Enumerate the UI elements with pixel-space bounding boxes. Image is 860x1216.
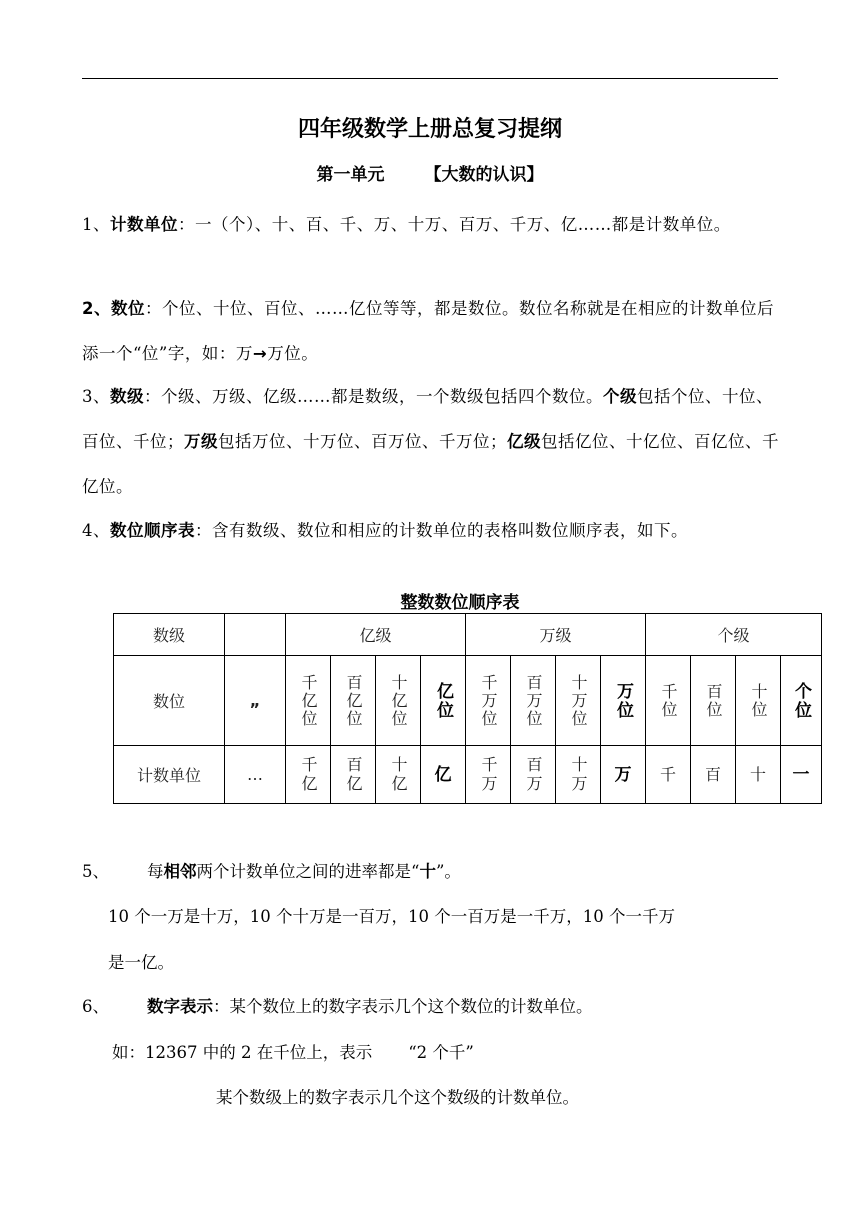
p3-wan-term: 万级 bbox=[184, 432, 218, 451]
place-value-table bbox=[113, 613, 822, 804]
row-head-place: 数位 bbox=[114, 656, 225, 746]
unit-cell bbox=[646, 746, 691, 804]
level-wan: 万级 bbox=[466, 614, 646, 656]
header-rule bbox=[82, 78, 778, 79]
document-title: 四年级数学上册总复习提纲 bbox=[297, 117, 562, 142]
row-head-unit: 计数单位 bbox=[114, 746, 225, 804]
place-cell bbox=[646, 656, 691, 746]
p3-ge-text: 包括个位、十位、百位、千位； bbox=[82, 387, 773, 451]
paragraph-5-line-3: 是一亿。 bbox=[108, 953, 174, 972]
place-label: 个位 bbox=[791, 681, 811, 720]
ellipsis-cell: … bbox=[225, 746, 286, 804]
place-cell bbox=[556, 656, 601, 746]
p3-term: 数级 bbox=[110, 387, 144, 406]
place-label: 亿位 bbox=[433, 681, 453, 720]
p5-number: 5、 bbox=[82, 862, 109, 881]
paragraph-6-line-3: 某个数级上的数字表示几个这个数级的计数单位。 bbox=[216, 1088, 579, 1107]
p3-wan-text: 包括万位、十万位、百万位、千万位； bbox=[218, 432, 507, 451]
place-label: 百位 bbox=[704, 682, 723, 719]
unit-label: 一 bbox=[792, 764, 810, 785]
place-cell bbox=[781, 656, 822, 746]
level-ge: 个级 bbox=[646, 614, 822, 656]
paragraph-5-line-1 bbox=[82, 858, 461, 882]
unit-cell bbox=[556, 746, 601, 804]
table-title: 整数数位顺序表 bbox=[400, 593, 520, 613]
unit-cell bbox=[691, 746, 736, 804]
place-label: 十万位 bbox=[569, 673, 588, 728]
unit-label: 亿 bbox=[434, 764, 452, 785]
unit-cell bbox=[736, 746, 781, 804]
unit-cell bbox=[421, 746, 466, 804]
p1-term: 计数单位 bbox=[110, 215, 178, 234]
p2-term: 数位 bbox=[110, 299, 145, 318]
paragraph-4 bbox=[82, 508, 782, 553]
unit-topic: 【大数的认识】 bbox=[424, 165, 544, 185]
unit-cell bbox=[376, 746, 421, 804]
empty-cell bbox=[225, 614, 286, 656]
p5-term2: 十 bbox=[419, 862, 436, 881]
p3-number: 3、 bbox=[82, 387, 110, 406]
place-cell bbox=[376, 656, 421, 746]
paragraph-2 bbox=[82, 286, 782, 376]
p6-term: 数字表示 bbox=[147, 997, 213, 1016]
place-label: 千亿位 bbox=[299, 673, 318, 728]
unit-label: 千 bbox=[659, 764, 676, 784]
p3-text: ：个级、万级、亿级……都是数级，一个数级包括四个数位。 bbox=[144, 387, 603, 406]
place-cell bbox=[691, 656, 736, 746]
place-label: 十位 bbox=[749, 682, 768, 719]
p4-text: ：含有数级、数位和相应的计数单位的表格叫数位顺序表，如下。 bbox=[195, 521, 688, 540]
paragraph-6-line-1 bbox=[82, 993, 593, 1017]
p6-example-value: “2 个千” bbox=[408, 1043, 474, 1062]
p5-post: ”。 bbox=[435, 862, 461, 881]
unit-label: 十亿 bbox=[389, 755, 408, 794]
level-yi: 亿级 bbox=[286, 614, 466, 656]
place-label: 千位 bbox=[659, 682, 678, 719]
place-label: 万位 bbox=[613, 681, 633, 720]
place-label: 千万位 bbox=[479, 673, 498, 728]
p3-yi-text: 包括亿位、十亿位、百亿位、千亿位。 bbox=[82, 432, 779, 496]
p2-number: 2、 bbox=[82, 299, 111, 318]
paragraph-6-example bbox=[112, 1039, 474, 1063]
place-cell bbox=[331, 656, 376, 746]
p6-text: ：某个数位上的数字表示几个这个数位的计数单位。 bbox=[213, 997, 593, 1016]
p5-pre: 每 bbox=[147, 862, 164, 881]
paragraph-5-line-2: 10 个一万是十万，10 个十万是一百万，10 个一百万是一千万，10 个一千万 bbox=[108, 907, 675, 926]
place-cell bbox=[511, 656, 556, 746]
place-label: 百亿位 bbox=[344, 673, 363, 728]
p3-ge-term: 个级 bbox=[603, 387, 637, 406]
p2-tail: 万位。 bbox=[267, 344, 319, 363]
place-cell bbox=[736, 656, 781, 746]
p6-example-pre: 如：12367 中的 2 在千位上，表示 bbox=[112, 1043, 373, 1062]
unit-label: 十万 bbox=[569, 755, 588, 794]
unit-label: 第一单元 bbox=[316, 165, 385, 185]
unit-cell bbox=[511, 746, 556, 804]
p4-number: 4、 bbox=[82, 521, 110, 540]
unit-label: 百亿 bbox=[344, 755, 363, 794]
place-cell bbox=[466, 656, 511, 746]
arrow-icon: → bbox=[252, 344, 268, 363]
row-head-level: 数级 bbox=[114, 614, 225, 656]
place-cell bbox=[601, 656, 646, 746]
place-cell bbox=[421, 656, 466, 746]
unit-label: 千亿 bbox=[299, 755, 318, 794]
paragraph-3 bbox=[82, 374, 782, 509]
p5-term: 相邻 bbox=[163, 862, 197, 881]
place-label: 十亿位 bbox=[389, 673, 408, 728]
unit-label: 百 bbox=[704, 764, 721, 784]
unit-cell bbox=[601, 746, 646, 804]
paragraph-1 bbox=[82, 202, 782, 247]
p1-text: ：一（个）、十、百、千、万、十万、百万、千万、亿……都是计数单位。 bbox=[178, 215, 731, 234]
p2-text: ：个位、十位、百位、……亿位等等，都是数位。数位名称就是在相应的计数单位后添一个“位”字，如：万 bbox=[82, 299, 774, 363]
p4-term: 数位顺序表 bbox=[110, 521, 195, 540]
place-cell bbox=[286, 656, 331, 746]
ellipsis-cell: „ bbox=[225, 656, 286, 746]
p5-mid: 两个计数单位之间的进率都是“ bbox=[196, 862, 420, 881]
p1-number: 1、 bbox=[82, 215, 110, 234]
place-label: 百万位 bbox=[524, 673, 543, 728]
unit-label: 百万 bbox=[524, 755, 543, 794]
unit-label: 万 bbox=[614, 764, 632, 785]
unit-cell bbox=[781, 746, 822, 804]
unit-label: 十 bbox=[749, 764, 766, 784]
p3-yi-term: 亿级 bbox=[507, 432, 541, 451]
unit-cell bbox=[331, 746, 376, 804]
p6-number: 6、 bbox=[82, 997, 109, 1016]
unit-cell bbox=[466, 746, 511, 804]
unit-label: 千万 bbox=[479, 755, 498, 794]
unit-heading bbox=[0, 160, 860, 185]
unit-cell bbox=[286, 746, 331, 804]
